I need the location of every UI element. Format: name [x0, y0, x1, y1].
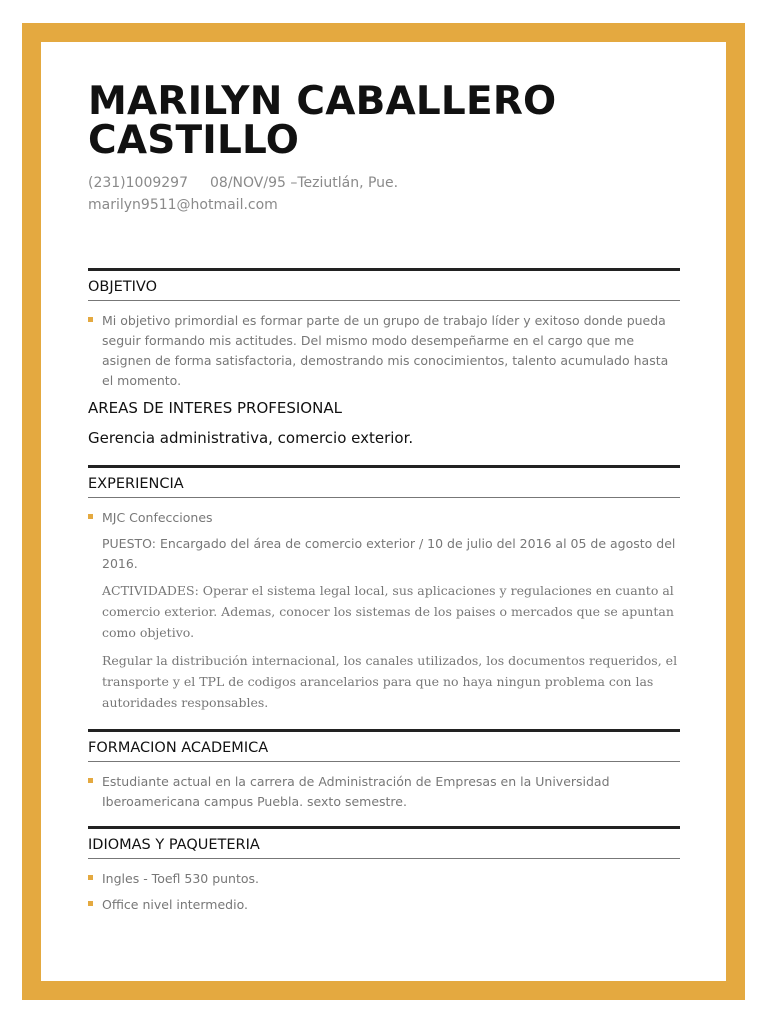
puesto: PUESTO: Encargado del área de comercio exterior / 10 de julio del 2016 al 05 de agosto del 2016. — [102, 536, 676, 571]
resume-document — [88, 70, 680, 921]
list-item: Ingles - Toefl 530 puntos. — [88, 869, 680, 889]
section-idiomas — [88, 826, 680, 915]
section-title: IDIOMAS Y PAQUETERIA — [88, 826, 680, 859]
idiomas-list — [88, 869, 680, 915]
contact-info — [88, 172, 680, 216]
list-item: Mi objetivo primordial es formar parte de un grupo de trabajo líder y exitoso donde pueda seguir formando mis actitudes. Del mismo modo desempeñarme en el cargo que me asignen de forma satisfactoria, demostrando mis conocimientos, talento acumulado hasta el momento. — [88, 311, 680, 391]
regular: Regular la distribución internacional, los canales utilizados, los documentos requeridos, el transporte y el TPL de codigos arancelarios para que no haya ningun problema con las autoridades responsables. — [102, 653, 678, 710]
phone: (231)1009297 — [88, 175, 188, 191]
resume-name — [88, 79, 680, 163]
section-experiencia — [88, 465, 680, 713]
list-item: Estudiante actual en la carrera de Administración de Empresas en la Universidad Iberoamericana campus Puebla. sexto semestre. — [88, 772, 680, 812]
list-item: Office nivel intermedio. — [88, 895, 680, 915]
formacion-list — [88, 772, 680, 812]
section-title: FORMACION ACADEMICA — [88, 729, 680, 762]
actividades: ACTIVIDADES: Operar el sistema legal local, sus aplicaciones y regulaciones en cuanto al comercio exterior. Ademas, conocer los sistemas de los paises o mercados que se apuntan como objetivo. — [102, 583, 674, 640]
name-line-2: CASTILLO — [88, 118, 300, 163]
section-title: EXPERIENCIA — [88, 465, 680, 498]
section-objetivo — [88, 268, 680, 447]
birth-place: 08/NOV/95 –Teziutlán, Pue. — [210, 175, 399, 191]
list-item: MJC Confecciones — [88, 508, 680, 528]
experiencia-list — [88, 508, 680, 528]
objetivo-list — [88, 311, 680, 391]
name-line-1: MARILYN CABALLERO — [88, 79, 557, 124]
areas-title: AREAS DE INTERES PROFESIONAL — [88, 399, 342, 417]
section-formacion — [88, 729, 680, 812]
areas-text: Gerencia administrativa, comercio exterior. — [88, 429, 414, 447]
section-title: OBJETIVO — [88, 268, 680, 301]
email: marilyn9511@hotmail.com — [88, 197, 278, 213]
